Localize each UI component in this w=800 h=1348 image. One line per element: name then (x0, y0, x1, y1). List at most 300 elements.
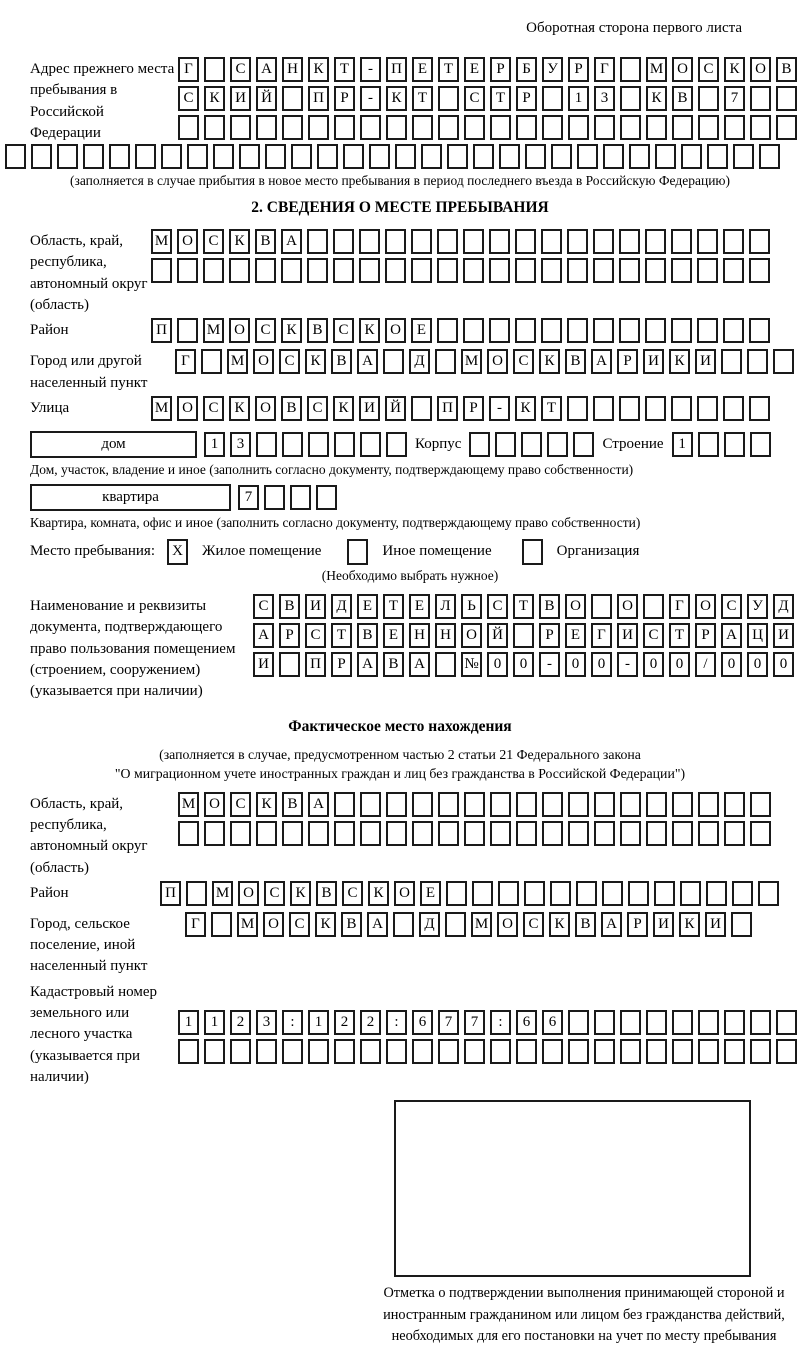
char-cell[interactable]: Г (175, 349, 196, 374)
char-cell[interactable] (516, 792, 537, 817)
char-cell[interactable]: 1 (204, 1010, 225, 1035)
char-cell[interactable] (186, 881, 207, 906)
char-cell[interactable] (178, 1039, 199, 1064)
char-cell[interactable]: Г (178, 57, 199, 82)
char-cell[interactable]: : (490, 1010, 511, 1035)
char-cell[interactable] (308, 432, 329, 457)
char-cell[interactable] (204, 57, 225, 82)
char-cell[interactable]: В (539, 594, 560, 619)
char-cell[interactable] (750, 86, 771, 111)
char-cell[interactable] (671, 318, 692, 343)
char-cell[interactable] (698, 86, 719, 111)
char-cell[interactable] (542, 115, 563, 140)
char-cell[interactable] (178, 821, 199, 846)
char-cell[interactable]: 6 (516, 1010, 537, 1035)
char-cell[interactable]: С (253, 594, 274, 619)
char-cell[interactable] (386, 792, 407, 817)
char-cell[interactable]: А (253, 623, 274, 648)
char-cell[interactable] (308, 821, 329, 846)
char-cell[interactable] (723, 318, 744, 343)
char-cell[interactable]: Е (357, 594, 378, 619)
char-cell[interactable]: Т (334, 57, 355, 82)
char-cell[interactable]: А (256, 57, 277, 82)
char-cell[interactable] (204, 115, 225, 140)
char-cell[interactable] (490, 1039, 511, 1064)
char-cell[interactable]: В (307, 318, 328, 343)
char-cell[interactable] (516, 1039, 537, 1064)
char-cell[interactable] (776, 115, 797, 140)
char-cell[interactable] (256, 115, 277, 140)
char-cell[interactable] (568, 1010, 589, 1035)
char-cell[interactable]: 2 (334, 1010, 355, 1035)
char-cell[interactable]: А (409, 652, 430, 677)
char-cell[interactable] (463, 318, 484, 343)
char-cell[interactable] (490, 792, 511, 817)
char-cell[interactable] (594, 792, 615, 817)
char-cell[interactable] (490, 821, 511, 846)
char-cell[interactable] (343, 144, 364, 169)
char-cell[interactable]: К (305, 349, 326, 374)
char-cell[interactable]: К (333, 396, 354, 421)
char-cell[interactable] (776, 86, 797, 111)
char-cell[interactable]: - (360, 86, 381, 111)
char-cell[interactable] (463, 258, 484, 283)
char-cell[interactable] (495, 432, 516, 457)
char-cell[interactable] (747, 349, 768, 374)
char-cell[interactable]: М (178, 792, 199, 817)
char-cell[interactable] (671, 258, 692, 283)
char-cell[interactable] (177, 258, 198, 283)
char-cell[interactable] (723, 229, 744, 254)
char-cell[interactable]: Ц (747, 623, 768, 648)
char-cell[interactable] (279, 652, 300, 677)
char-cell[interactable]: С (333, 318, 354, 343)
char-cell[interactable] (698, 115, 719, 140)
char-cell[interactable] (551, 144, 572, 169)
char-cell[interactable]: П (308, 86, 329, 111)
char-cell[interactable]: К (669, 349, 690, 374)
char-cell[interactable] (204, 821, 225, 846)
char-cell[interactable] (438, 792, 459, 817)
char-cell[interactable] (697, 258, 718, 283)
char-cell[interactable]: Г (594, 57, 615, 82)
char-cell[interactable] (733, 144, 754, 169)
char-cell[interactable]: 1 (204, 432, 225, 457)
char-cell[interactable]: О (487, 349, 508, 374)
char-cell[interactable]: С (255, 318, 276, 343)
char-cell[interactable]: О (750, 57, 771, 82)
char-cell[interactable] (411, 396, 432, 421)
char-cell[interactable] (412, 115, 433, 140)
char-cell[interactable] (698, 1039, 719, 1064)
char-cell[interactable] (201, 349, 222, 374)
char-cell[interactable] (620, 1010, 641, 1035)
char-cell[interactable]: Й (256, 86, 277, 111)
char-cell[interactable]: С (203, 229, 224, 254)
char-cell[interactable] (435, 349, 456, 374)
char-cell[interactable] (732, 881, 753, 906)
char-cell[interactable] (568, 115, 589, 140)
char-cell[interactable] (547, 432, 568, 457)
char-cell[interactable]: О (177, 396, 198, 421)
char-cell[interactable] (256, 1039, 277, 1064)
char-cell[interactable] (307, 258, 328, 283)
char-cell[interactable] (161, 144, 182, 169)
char-cell[interactable]: 7 (724, 86, 745, 111)
char-cell[interactable] (524, 881, 545, 906)
char-cell[interactable] (516, 821, 537, 846)
char-cell[interactable]: В (341, 912, 362, 937)
char-cell[interactable] (619, 229, 640, 254)
char-cell[interactable]: 0 (565, 652, 586, 677)
char-cell[interactable] (697, 318, 718, 343)
char-cell[interactable]: Т (669, 623, 690, 648)
char-cell[interactable] (698, 432, 719, 457)
char-cell[interactable]: 3 (256, 1010, 277, 1035)
char-cell[interactable] (445, 912, 466, 937)
char-cell[interactable] (135, 144, 156, 169)
char-cell[interactable]: П (160, 881, 181, 906)
char-cell[interactable]: С (279, 349, 300, 374)
char-cell[interactable] (421, 144, 442, 169)
char-cell[interactable] (541, 318, 562, 343)
char-cell[interactable]: О (672, 57, 693, 82)
char-cell[interactable] (489, 229, 510, 254)
char-cell[interactable] (620, 821, 641, 846)
char-cell[interactable]: М (203, 318, 224, 343)
char-cell[interactable] (435, 652, 456, 677)
char-cell[interactable]: 6 (412, 1010, 433, 1035)
char-cell[interactable] (211, 912, 232, 937)
char-cell[interactable]: М (227, 349, 248, 374)
char-cell[interactable] (438, 115, 459, 140)
char-cell[interactable]: Р (617, 349, 638, 374)
char-cell[interactable] (393, 912, 414, 937)
char-cell[interactable]: Н (282, 57, 303, 82)
char-cell[interactable]: Р (695, 623, 716, 648)
char-cell[interactable]: М (151, 396, 172, 421)
char-cell[interactable]: О (253, 349, 274, 374)
char-cell[interactable] (697, 396, 718, 421)
char-cell[interactable]: / (695, 652, 716, 677)
char-cell[interactable]: А (281, 229, 302, 254)
char-cell[interactable] (57, 144, 78, 169)
char-cell[interactable]: О (263, 912, 284, 937)
char-cell[interactable]: А (601, 912, 622, 937)
char-cell[interactable]: Е (383, 623, 404, 648)
char-cell[interactable] (525, 144, 546, 169)
char-cell[interactable]: М (212, 881, 233, 906)
char-cell[interactable] (230, 115, 251, 140)
char-cell[interactable] (229, 258, 250, 283)
char-cell[interactable] (602, 881, 623, 906)
char-cell[interactable]: А (367, 912, 388, 937)
char-cell[interactable] (5, 144, 26, 169)
char-cell[interactable] (464, 821, 485, 846)
char-cell[interactable]: С (230, 57, 251, 82)
char-cell[interactable]: : (386, 1010, 407, 1035)
char-cell[interactable] (749, 258, 770, 283)
char-cell[interactable]: И (653, 912, 674, 937)
char-cell[interactable] (437, 229, 458, 254)
char-cell[interactable] (706, 881, 727, 906)
char-cell[interactable] (698, 821, 719, 846)
char-cell[interactable] (386, 432, 407, 457)
char-cell[interactable]: С (305, 623, 326, 648)
char-cell[interactable] (698, 792, 719, 817)
char-cell[interactable] (593, 229, 614, 254)
char-cell[interactable]: О (497, 912, 518, 937)
char-cell[interactable]: 0 (669, 652, 690, 677)
char-cell[interactable] (646, 821, 667, 846)
char-cell[interactable]: Т (412, 86, 433, 111)
char-cell[interactable]: 2 (360, 1010, 381, 1035)
char-cell[interactable] (464, 1039, 485, 1064)
char-cell[interactable]: П (386, 57, 407, 82)
char-cell[interactable]: 2 (230, 1010, 251, 1035)
char-cell[interactable] (177, 318, 198, 343)
char-cell[interactable] (672, 115, 693, 140)
char-cell[interactable] (308, 115, 329, 140)
char-cell[interactable] (645, 318, 666, 343)
char-cell[interactable] (724, 432, 745, 457)
char-cell[interactable] (412, 1039, 433, 1064)
char-cell[interactable]: К (204, 86, 225, 111)
char-cell[interactable] (568, 821, 589, 846)
char-cell[interactable] (516, 115, 537, 140)
char-cell[interactable] (513, 623, 534, 648)
char-cell[interactable]: К (308, 57, 329, 82)
char-cell[interactable]: Р (516, 86, 537, 111)
stay-option-organization-checkbox[interactable] (522, 539, 543, 565)
stay-option-residential-checkbox[interactable]: X (167, 539, 188, 565)
char-cell[interactable] (672, 1039, 693, 1064)
char-cell[interactable]: 0 (487, 652, 508, 677)
char-cell[interactable]: С (464, 86, 485, 111)
char-cell[interactable]: К (368, 881, 389, 906)
char-cell[interactable] (567, 229, 588, 254)
char-cell[interactable]: Н (435, 623, 456, 648)
char-cell[interactable]: 7 (438, 1010, 459, 1035)
char-cell[interactable] (203, 258, 224, 283)
char-cell[interactable]: И (773, 623, 794, 648)
char-cell[interactable]: С (178, 86, 199, 111)
char-cell[interactable] (645, 396, 666, 421)
char-cell[interactable] (360, 115, 381, 140)
char-cell[interactable] (438, 86, 459, 111)
char-cell[interactable]: Р (463, 396, 484, 421)
char-cell[interactable] (204, 1039, 225, 1064)
char-cell[interactable]: П (437, 396, 458, 421)
char-cell[interactable]: М (471, 912, 492, 937)
char-cell[interactable] (334, 1039, 355, 1064)
char-cell[interactable]: О (204, 792, 225, 817)
char-cell[interactable]: А (357, 652, 378, 677)
char-cell[interactable]: В (565, 349, 586, 374)
char-cell[interactable]: Д (409, 349, 430, 374)
char-cell[interactable]: Т (513, 594, 534, 619)
char-cell[interactable]: 1 (568, 86, 589, 111)
char-cell[interactable]: К (539, 349, 560, 374)
char-cell[interactable] (317, 144, 338, 169)
char-cell[interactable]: О (238, 881, 259, 906)
char-cell[interactable] (151, 258, 172, 283)
char-cell[interactable]: М (237, 912, 258, 937)
char-cell[interactable]: Р (539, 623, 560, 648)
char-cell[interactable]: Г (185, 912, 206, 937)
char-cell[interactable] (643, 594, 664, 619)
char-cell[interactable] (385, 229, 406, 254)
char-cell[interactable] (619, 396, 640, 421)
char-cell[interactable]: С (698, 57, 719, 82)
char-cell[interactable] (333, 229, 354, 254)
char-cell[interactable] (671, 229, 692, 254)
char-cell[interactable]: У (747, 594, 768, 619)
char-cell[interactable] (573, 432, 594, 457)
char-cell[interactable]: И (253, 652, 274, 677)
char-cell[interactable]: Г (591, 623, 612, 648)
char-cell[interactable] (749, 229, 770, 254)
char-cell[interactable]: 3 (230, 432, 251, 457)
char-cell[interactable]: К (290, 881, 311, 906)
char-cell[interactable] (463, 229, 484, 254)
char-cell[interactable]: Ь (461, 594, 482, 619)
char-cell[interactable]: Б (516, 57, 537, 82)
char-cell[interactable]: Й (487, 623, 508, 648)
char-cell[interactable] (334, 821, 355, 846)
char-cell[interactable] (750, 792, 771, 817)
char-cell[interactable]: 0 (747, 652, 768, 677)
char-cell[interactable] (724, 792, 745, 817)
char-cell[interactable]: М (646, 57, 667, 82)
char-cell[interactable]: Р (334, 86, 355, 111)
char-cell[interactable]: О (617, 594, 638, 619)
char-cell[interactable] (109, 144, 130, 169)
char-cell[interactable] (411, 229, 432, 254)
char-cell[interactable]: Д (419, 912, 440, 937)
char-cell[interactable] (359, 258, 380, 283)
char-cell[interactable]: И (695, 349, 716, 374)
char-cell[interactable]: В (331, 349, 352, 374)
char-cell[interactable] (515, 258, 536, 283)
char-cell[interactable]: П (151, 318, 172, 343)
char-cell[interactable] (541, 229, 562, 254)
char-cell[interactable]: - (360, 57, 381, 82)
char-cell[interactable]: В (255, 229, 276, 254)
char-cell[interactable] (750, 115, 771, 140)
char-cell[interactable]: И (305, 594, 326, 619)
char-cell[interactable] (411, 258, 432, 283)
char-cell[interactable] (360, 432, 381, 457)
char-cell[interactable] (333, 258, 354, 283)
char-cell[interactable] (759, 144, 780, 169)
char-cell[interactable] (360, 792, 381, 817)
char-cell[interactable] (655, 144, 676, 169)
char-cell[interactable] (437, 318, 458, 343)
char-cell[interactable] (515, 318, 536, 343)
char-cell[interactable]: Е (411, 318, 432, 343)
char-cell[interactable]: Е (420, 881, 441, 906)
char-cell[interactable]: С (307, 396, 328, 421)
char-cell[interactable]: М (461, 349, 482, 374)
char-cell[interactable]: С (342, 881, 363, 906)
char-cell[interactable] (473, 144, 494, 169)
char-cell[interactable] (412, 821, 433, 846)
char-cell[interactable]: 0 (513, 652, 534, 677)
char-cell[interactable]: И (230, 86, 251, 111)
char-cell[interactable] (620, 792, 641, 817)
char-cell[interactable]: К (386, 86, 407, 111)
char-cell[interactable]: К (229, 396, 250, 421)
char-cell[interactable] (469, 432, 490, 457)
char-cell[interactable]: К (549, 912, 570, 937)
char-cell[interactable] (369, 144, 390, 169)
char-cell[interactable] (541, 258, 562, 283)
char-cell[interactable]: И (643, 349, 664, 374)
char-cell[interactable]: В (776, 57, 797, 82)
char-cell[interactable] (594, 1039, 615, 1064)
char-cell[interactable] (282, 86, 303, 111)
char-cell[interactable] (542, 792, 563, 817)
char-cell[interactable] (360, 821, 381, 846)
char-cell[interactable] (567, 396, 588, 421)
char-cell[interactable]: 0 (721, 652, 742, 677)
char-cell[interactable] (593, 258, 614, 283)
char-cell[interactable] (386, 821, 407, 846)
char-cell[interactable]: С (487, 594, 508, 619)
char-cell[interactable]: А (721, 623, 742, 648)
char-cell[interactable] (628, 881, 649, 906)
char-cell[interactable]: О (385, 318, 406, 343)
char-cell[interactable] (593, 318, 614, 343)
char-cell[interactable] (707, 144, 728, 169)
char-cell[interactable] (489, 318, 510, 343)
char-cell[interactable] (178, 115, 199, 140)
char-cell[interactable] (776, 1039, 797, 1064)
char-cell[interactable] (646, 792, 667, 817)
char-cell[interactable] (489, 258, 510, 283)
char-cell[interactable]: К (724, 57, 745, 82)
char-cell[interactable]: О (229, 318, 250, 343)
char-cell[interactable] (464, 115, 485, 140)
char-cell[interactable] (282, 115, 303, 140)
char-cell[interactable] (385, 258, 406, 283)
char-cell[interactable]: Т (383, 594, 404, 619)
char-cell[interactable]: Е (565, 623, 586, 648)
char-cell[interactable] (619, 258, 640, 283)
char-cell[interactable]: Д (773, 594, 794, 619)
char-cell[interactable] (680, 881, 701, 906)
char-cell[interactable] (593, 396, 614, 421)
char-cell[interactable]: 0 (591, 652, 612, 677)
char-cell[interactable]: Л (435, 594, 456, 619)
char-cell[interactable]: Р (627, 912, 648, 937)
char-cell[interactable]: Е (412, 57, 433, 82)
char-cell[interactable] (721, 349, 742, 374)
char-cell[interactable] (594, 115, 615, 140)
char-cell[interactable] (281, 258, 302, 283)
char-cell[interactable]: У (542, 57, 563, 82)
char-cell[interactable]: С (203, 396, 224, 421)
char-cell[interactable]: С (721, 594, 742, 619)
char-cell[interactable] (542, 821, 563, 846)
char-cell[interactable]: - (539, 652, 560, 677)
char-cell[interactable]: Т (438, 57, 459, 82)
char-cell[interactable]: О (255, 396, 276, 421)
char-cell[interactable] (255, 258, 276, 283)
char-cell[interactable]: И (705, 912, 726, 937)
char-cell[interactable]: - (617, 652, 638, 677)
